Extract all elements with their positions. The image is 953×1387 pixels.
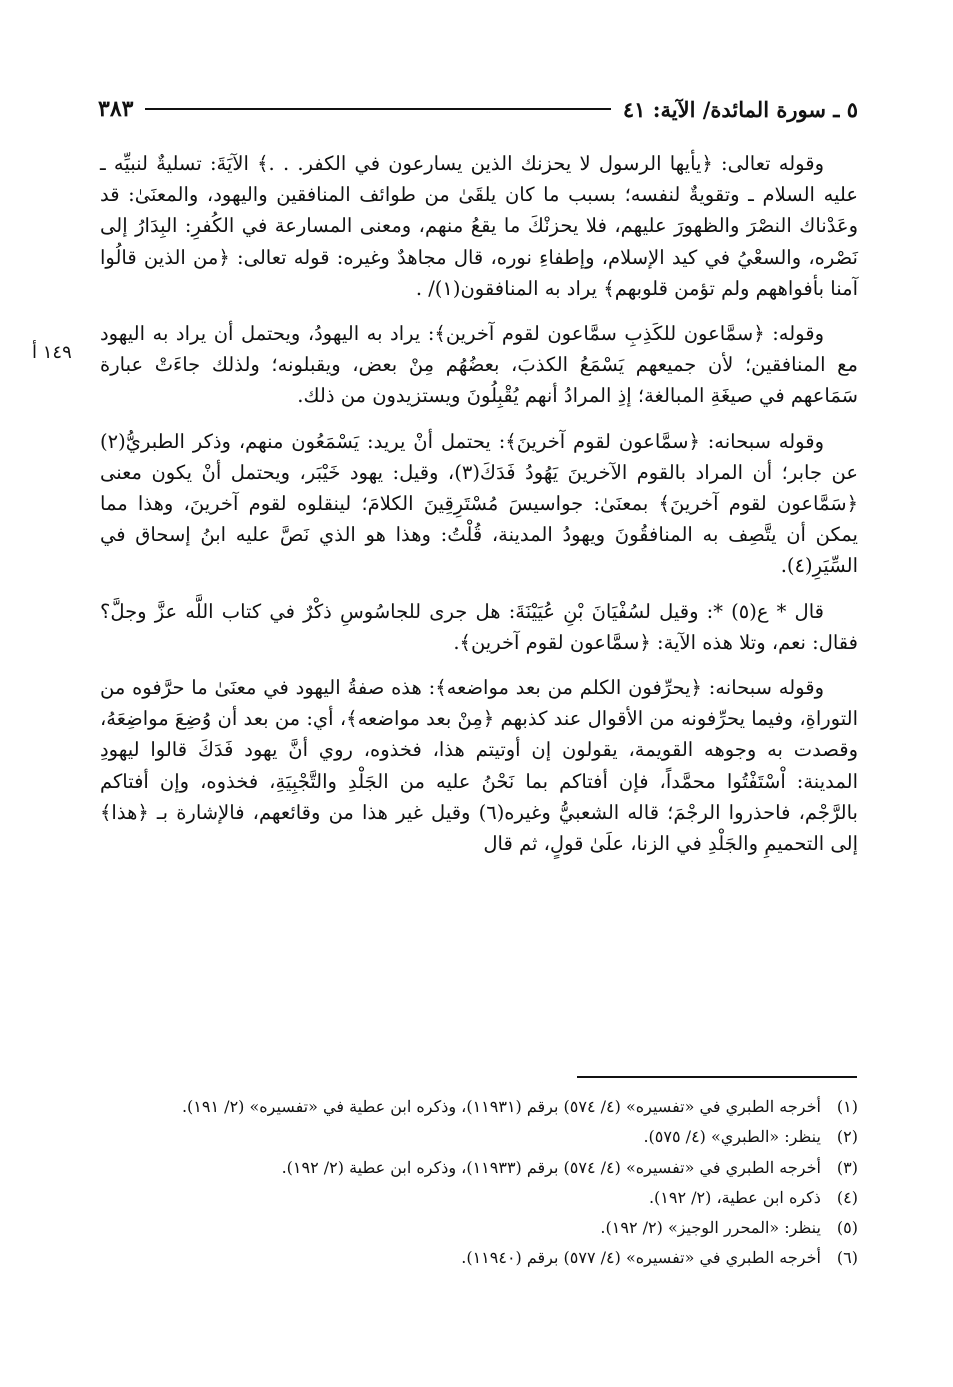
footnote (100, 1092, 858, 1122)
paragraph: قال * ع(٥) *: وقيل لسُفْيَانَ بْنِ عُيَيْنَةَ: هل جرى للجاسُوسِ ذكْرٌ في كتاب اللَّه عزَّ وجلَّ؟ فقال: نعم، وتلا هذه الآية: ﴿سمَّاعون لقوم آخرين﴾. (100, 599, 858, 654)
header-rule (145, 108, 610, 110)
footnote-number: (٦) (836, 1248, 858, 1268)
paragraph: وقوله تعالى: ﴿يأيها الرسول لا يحزنك الذين يسارعون في الكفر. . .﴾ الآيَةَ: تسليةٌ لنبيِّه ـ عليه السلام ـ وتقويةٌ لنفسه؛ بسبب ما كان يلقَىٰ من طوائف المنافقين واليهود، والمعنَىٰ: قد وعَدْناك النصْرَ والظهورَ عليهم، فلا يحزنْكَ ما يقعُ منهم، ومعنى المسارعة في الكُفرِ: البِدَارُ إلى نَصْره، والسعْيُ في كيد الإسلام، وإطفاءِ نوره، قال مجاهدٌ وغيره: قوله تعالى: ﴿من الذين قالُوا آمنا بأفواههم ولم تؤمن قلوبهم﴾ يراد به المنافقون(١)/ . (100, 152, 858, 300)
footnote-number: (٢) (836, 1127, 858, 1147)
paragraph: وقوله سبحانه: ﴿يحرِّفون الكلم من بعد مواضعه﴾: هذه صفةُ اليهود في معنَىٰ ما حرَّفوه من التوراةِ، وفيما يحرِّفونه من الأقوال عند كذبهم ﴿مِنْ بعد مواضعه﴾، أي: من بعد أن وُضِعَ مواضِعَهُ، وقصدت به وجوهه القويمة، يقولون إن أوتيتم هذا، فخذوه، روي أنَّ يهود فَدَكَ قالوا ليهودِ المدينة: اْسْتَفْتُوا محمَّداً، فإن أفتاكم بما نَحْنُ عليه من الجَلْدِ والتَّجْبِيَةِ، فخذوه، وإن أفتاكم بالرَّجْم، فاحذروا الرجْمَ؛ قاله الشعبيُّ وغيره(٦) وقيل غير هذا من وقائعهم، فالإشارة بـ ﴿هذا﴾ إلى التحميمِ والجَلْدِ في الزنا، علَىٰ قولٍ، ثم قال (100, 676, 858, 856)
footnote (100, 1183, 858, 1213)
footnote-number: (٣) (836, 1157, 858, 1177)
footnote-text: ذكره ابن عطية، (٢/ ١٩٢). (648, 1187, 821, 1207)
footnote-number: (١) (836, 1097, 858, 1116)
footnote-separator (577, 1076, 857, 1078)
running-header (98, 92, 858, 126)
footnote-text: أخرجه الطبري في «تفسيره» (٤/ ٥٧٧) برقم (١١٩٤٠). (461, 1248, 821, 1268)
footnote-text: ينظر: «المحرر الوجيز» (٢/ ١٩٢). (600, 1218, 821, 1238)
page-number: ٣٨٣ (98, 96, 134, 122)
chapter-title: ٥ ـ سورة المائدة/ الآية: ٤١ (622, 96, 858, 122)
footnote-number: (٥) (836, 1218, 858, 1238)
paragraph: وقوله: ﴿سمَّاعون للكَذِبِ سمَّاعون لقوم آخرين﴾: يراد به اليهودُ، ويحتمل أن يراد به اليهود مع المنافقين؛ لأن جميعهم يَسْمَعُ الكذبَ، بعضُهُم مِنْ بعض، ويقبلونه؛ ولذلك جاءَتْ عبارة سَمَاعهم في صيغَةِ المبالغة؛ إذِ المرادُ أنهم يُقْبِلُونَ ويستزيدون من ذلك. (100, 322, 858, 408)
footnote (100, 1122, 858, 1152)
footnote (100, 1213, 858, 1243)
footnote-text: أخرجه الطبري في «تفسيره» (٤/ ٥٧٤) برقم (١١٩٣٣)، وذكره ابن عطية (٢/ ١٩٢). (281, 1157, 821, 1177)
footnote-text: ينظر: «الطبري» (٤/ ٥٧٥). (643, 1127, 821, 1147)
footnotes (100, 1092, 858, 1274)
main-text (100, 148, 858, 873)
footnote-number: (٤) (836, 1187, 858, 1207)
margin-folio-note: ١٤٩ أ (32, 342, 72, 363)
paragraph: وقوله سبحانه: ﴿سمَّاعون لقوم آخرينَ﴾: يحتمل أنْ يريد: يَسْمَعُون منهم، وذكر الطبريُّ(٢) عن جابر؛ أن المراد بالقوم الآخرينَ يَهُودُ فَدَكَ(٣)، وقيل: يهود خَيْبَر، ويحتمل أنْ يكون معنى ﴿سَمَّاعون لقوم آخرينَ﴾ بمعنَىٰ: جواسيسَ مُسْتَرِقِينَ الكلامَ؛ لينقلوه لقوم آخرينَ، وهذا مما يمكن أن يتَّصِف به المنافقُونَ ويهودُ المدينة، قُلْتُ: وهذا هو الذي نَصَّ عليه ابنُ إسحاق في السِّيَرِ(٤). (100, 429, 858, 578)
footnote-text: أخرجه الطبري في «تفسيره» (٤/ ٥٧٤) برقم (١١٩٣١)، وذكره ابن عطية في «تفسيره» (٢/ ١٩١). (181, 1097, 821, 1116)
footnote (100, 1243, 858, 1273)
footnote (100, 1153, 858, 1183)
